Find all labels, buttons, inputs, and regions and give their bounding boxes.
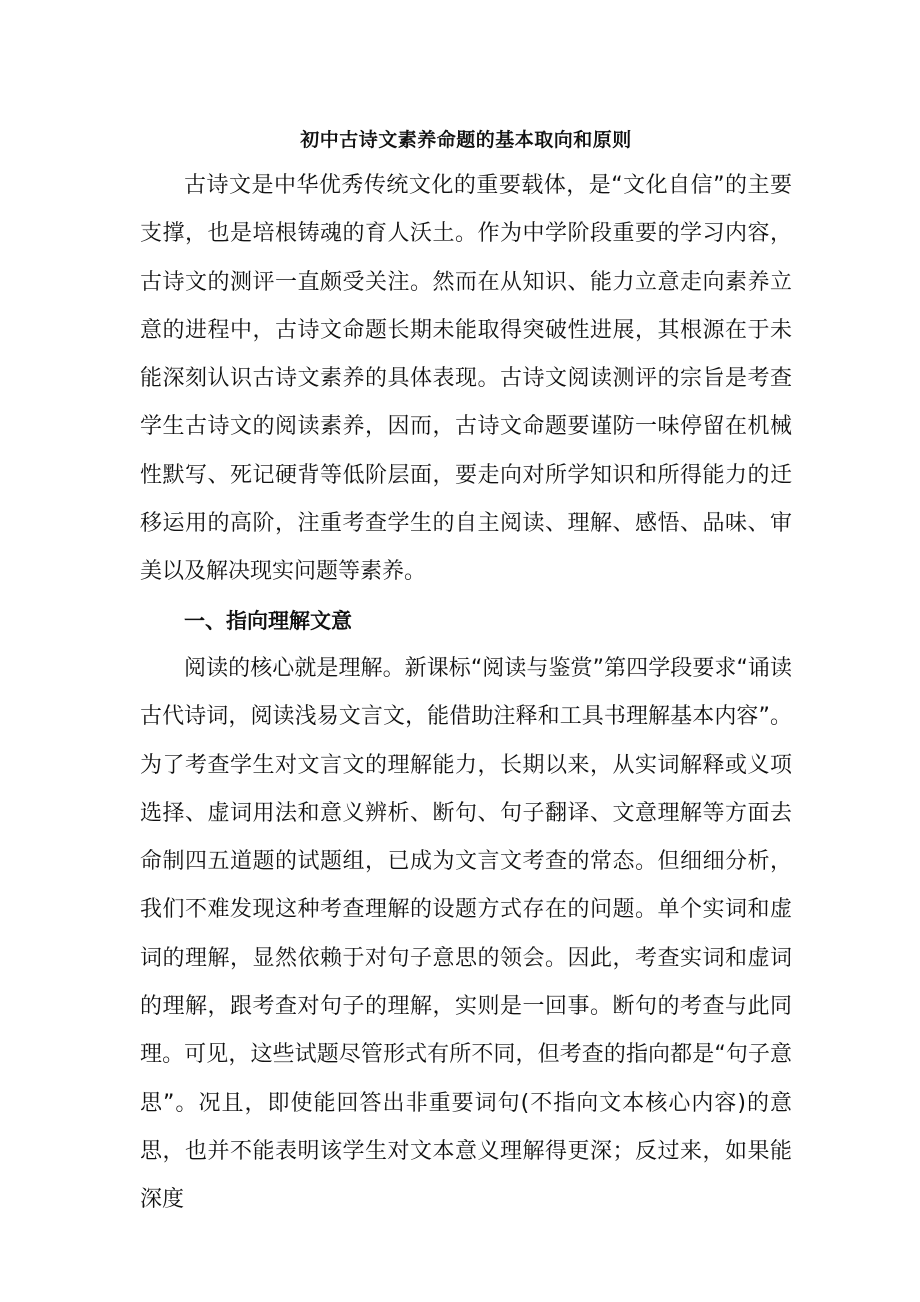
document-title: 初中古诗文素养命题的基本取向和原则 — [300, 129, 632, 151]
intro-paragraph: 古诗文是中华优秀传统文化的重要载体，是“文化自信”的主要支撑，也是培根铸魂的育人沃土。作为中学阶段重要的学习内容，古诗文的测评一直颇受关注。然而在从知识、能力立意走向素养立意的进程中，古诗文命题长期未能取得突破性进展，其根源在于未能深刻认识古诗文素养的具体表现。古诗文阅读测评的宗旨是考查学生古诗文的阅读素养，因而，古诗文命题要谨防一味停留在机械性默写、死记硬背等低阶层面，要走向对所学知识和所得能力的迁移运用的高阶，注重考查学生的自主阅读、理解、感悟、品味、审美以及解决现实问题等素养。 — [140, 173, 792, 585]
section-heading: 一、指向理解文意 — [184, 608, 352, 633]
section-paragraph: 阅读的核心就是理解。新课标“阅读与鉴赏”第四学段要求“诵读古代诗词，阅读浅易文言文，能借助注释和工具书理解基本内容”。为了考查学生对文言文的理解能力，长期以来，从实词解释或义项选择、虚词用法和意义辨析、断句、句子翻译、文意理解等方面去命制四五道题的试题组，已成为文言文考查的常态。但细细分析，我们不难发现这种考查理解的设题方式存在的问题。单个实词和虚词的理解，显然依赖于对句子意思的领会。因此，考查实词和虚词的理解，跟考查对句子的理解，实则是一回事。断句的考查与此同理。可见，这些试题尽管形式有所不同，但考查的指向都是“句子意思”。况且，即使能回答出非重要词句(不指向文本核心内容)的意思，也并不能表明该学生对文本意义理解得更深；反过来，如果能深度 — [140, 655, 792, 1213]
